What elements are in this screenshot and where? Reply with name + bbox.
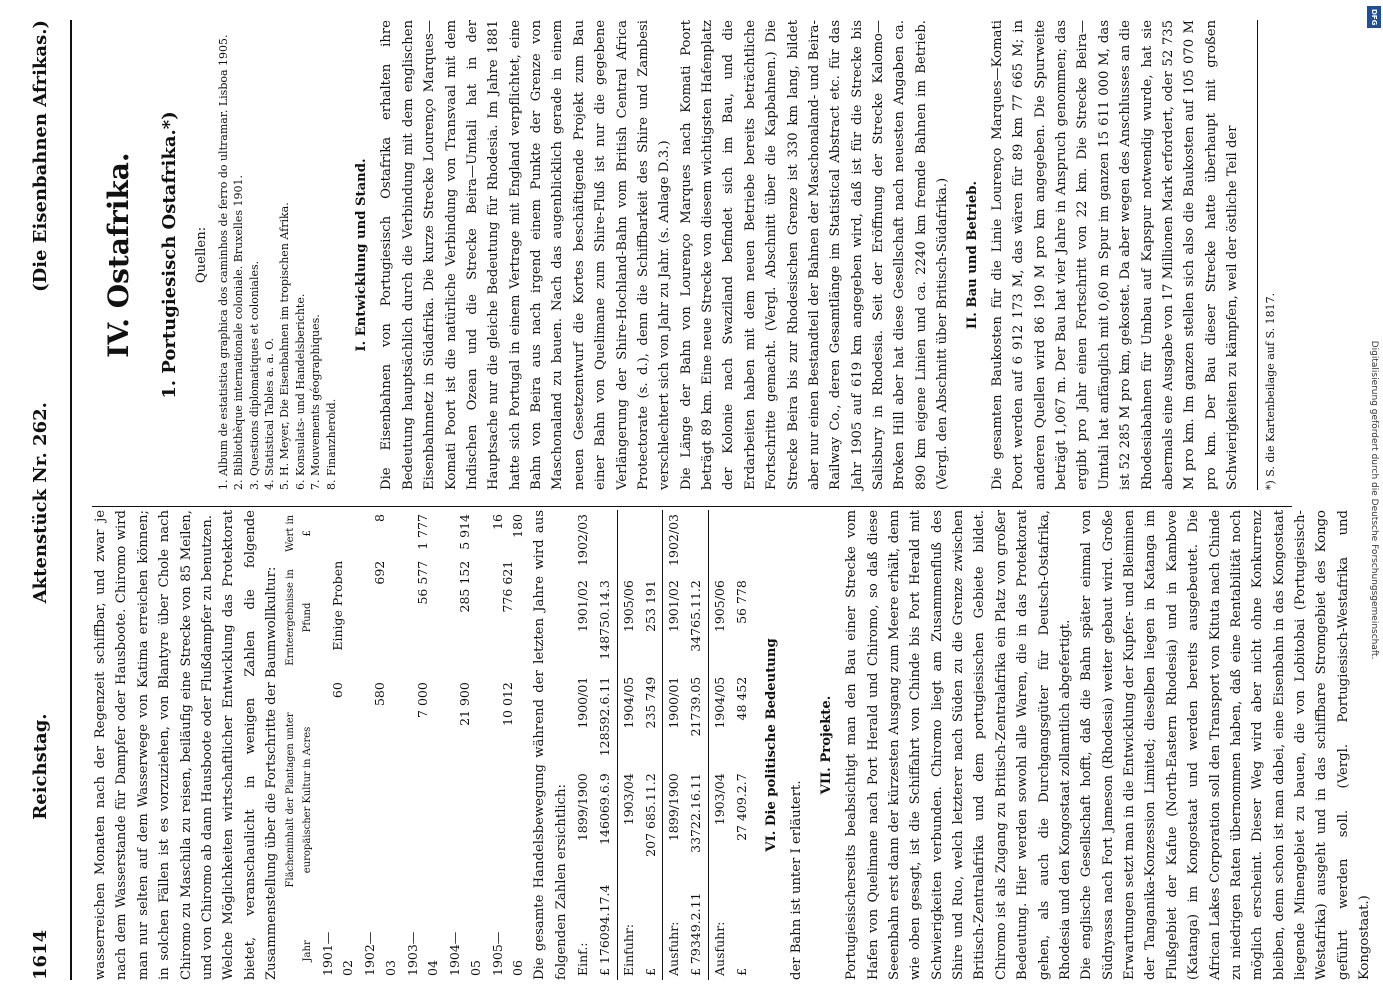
trade-table — [572, 510, 753, 980]
trade-label: Ausfuhr: — [666, 921, 681, 976]
source-item: 2. Bibliothèque internationale coloniale. Bruxelles 1901. — [232, 174, 246, 490]
table-cell: 5 914 — [457, 514, 473, 550]
table-cell: 60 — [329, 682, 345, 699]
table-header: Ernteergebnisse in Pfund — [285, 569, 313, 666]
table-cell: £ 79349.2.11 — [688, 892, 704, 976]
table-cell: 235 749 — [642, 676, 658, 729]
table-cell: 1899/1900 — [666, 773, 681, 842]
table-cell: 1905/06 — [620, 580, 636, 633]
table-cell: 34765.11.2 — [688, 580, 704, 652]
table-cell: 207 685.11.2 — [642, 773, 658, 857]
table-cell: 8 — [372, 514, 388, 522]
table-cell: 56 577 — [414, 560, 430, 605]
table-cell: 1903/04 — [620, 773, 636, 826]
table-cell: 253 191 — [642, 580, 658, 632]
column-divider — [92, 506, 1292, 507]
table-cell: 128592.6.11 — [597, 676, 613, 757]
table-cell: 1903—04 — [404, 931, 440, 976]
subchapter-title: 1. Portugiesisch Ostafrika.*) — [159, 111, 181, 399]
table-cell: 27 409.2.7 — [733, 773, 749, 841]
table-cell: 1 777 — [414, 514, 430, 550]
table-cell: Einige Proben — [329, 560, 345, 651]
table-cell: £ — [642, 968, 658, 976]
table-cell: 146069.6.9 — [597, 773, 613, 845]
table-cell: 1905—06 — [489, 931, 525, 976]
left-column — [90, 510, 1376, 980]
cotton-table — [282, 510, 529, 980]
table-cell: 48 452 — [733, 676, 749, 721]
table-cell: 1902/03 — [666, 514, 681, 566]
table-cell: 148750.14.3 — [597, 580, 613, 660]
table-cell: 21 900 — [457, 682, 473, 726]
logo-text: DFG — [1370, 9, 1378, 26]
source-item: 3. Questions diplomatiques et coloniales. — [247, 260, 261, 490]
section-title: (Die Eisenbahnen Afrikas.) — [30, 20, 51, 292]
table-row — [359, 510, 402, 980]
table-cell: 1902—03 — [362, 931, 398, 976]
table-cell: 580 — [372, 682, 388, 707]
paragraph: Welche Möglichkeiten wirtschaftlicher Entwicklung das Protektorat bietet, veranschaulicht in wenigen Zahlen die folgende Zusammenstellung über die Fortschritte der Baumwollkultur: — [221, 510, 279, 980]
source-item: 5. H. Meyer, Die Eisenbahnen im tropischen Afrika. — [278, 202, 292, 490]
table-cell: 1903/04 — [711, 773, 727, 826]
chapter-title: IV. Ostafrika. — [102, 152, 135, 358]
paragraph: der Bahn ist unter I erläutert. — [789, 780, 805, 980]
table-cell: 1904/05 — [620, 676, 636, 729]
table-header: Wert in £ — [285, 514, 313, 552]
table-cell: £ — [733, 968, 749, 976]
sources-list — [216, 20, 339, 490]
digitization-credit — [1367, 20, 1381, 980]
trade-label: Einfuhr: — [620, 923, 636, 976]
source-item: 7. Mouvements géographiques. — [309, 314, 323, 490]
credit-text: Digitalisierung gefördert durch die Deutsche Forschungsgemeinschaft. — [1369, 340, 1379, 660]
table-cell: £ 176094.17.4 — [597, 884, 613, 976]
table-cell: 1901/02 — [666, 580, 681, 633]
table-cell: 1904—05 — [447, 931, 483, 976]
table-cell: 33722.16.11 — [688, 773, 704, 853]
table-cell: 1900/01 — [575, 676, 590, 729]
table-cell: 1901/02 — [575, 580, 590, 633]
table-cell: 16 180 — [489, 514, 525, 538]
table-row — [317, 510, 360, 980]
table-cell: 1902/03 — [575, 514, 590, 566]
page-number: 1614 — [30, 929, 51, 980]
table-cell: 776 621 — [499, 560, 515, 613]
table-header: Flächeninhalt der Plantagen unter europäischer Kultur in Acres — [285, 712, 313, 888]
source-item: 6. Konsulats- und Handelsberichte. — [293, 293, 307, 490]
table-row — [487, 510, 530, 980]
section-heading: I. Entwicklung und Stand. — [354, 158, 370, 352]
table-cell: 21739.05 — [688, 676, 704, 737]
table-cell: 56 778 — [733, 580, 749, 624]
table-cell: 1901—02 — [319, 931, 355, 976]
page-header — [30, 20, 72, 980]
paragraph: Die englische Gesellschaft hofft, daß die Bahn später einmal von Südnyassa nach Fort Jameson (Rhodesia) weiter gebaut wird. Große Erwartungen setzt man in die Entwicklung der Kupfer- und Bleiminen der Tanganika-Konzession Limited; dieselben liegen in Katanga im Flußgebiet der Kafue (North-Eastern Rhodesia) und in Kambove (Katanga) im Kongostaat und werden bereits ausgebeutet. Die African Lakes Corporation soll den Transport von Kituta nach Chinde zu niedrigen Raten übernommen haben, daß eine Rentabilität noch möglich erscheint. Dieser Weg wird aber nicht ohne Konkurrenz bleiben, denn schon ist man dabei, eine Eisenbahn in das Kongostaat liegende Minengebiet zu bauen, die von Lobitobai (Portugiesisch-Westafrika) ausgeht und in das schiffbare Stromgebiet des Kongo geführt werden soll. (Vergl. Portugiesisch-Westafrika und Kongostaat.) — [1079, 510, 1373, 980]
table-cell: 10 012 — [499, 682, 515, 726]
source-item: 4. Statistical Tables a. a. O. — [263, 338, 277, 490]
table-cell: 1904/05 — [711, 676, 727, 729]
section-heading: II. Bau und Betrieb. — [964, 180, 980, 330]
document-number: Aktenstück Nr. 262. — [30, 402, 51, 604]
table-cell: 285 152 — [457, 560, 473, 613]
paragraph: Portugiesischerseits beabsichtigt man den Bau einer Strecke vom Hafen von Quelimane nach Port Herald und Chiromo, so daß diese Seeenbahn erst dann der kürzesten Ausgang zum Meere erhält, denn wie oben gesagt, ist die Schiffahrt von Chinde bis Port Herald mit Schwierigkeiten verbunden. Chiromo liegt am Zusammenfluß des Shire und Ruo, welch letzterer nach Süden zu die Grenze zwischen Britisch-Zentralafrika und dem portugiesischen Gebiete bildet. Chiromo ist als Zugang zu Britisch-Zentralafrika ein Platz von großer Bedeutung. Hier werden sowohl alle Waren, die in das Protektorat gehen, als auch die Durchgangsgüter für Deutsch-Ostafrika, Rhodesia und den Kongostaat zollamtlich abgefertigt. — [844, 510, 1073, 980]
paragraph: Die Länge der Bahn von Lourenço Marques nach Komati Poort beträgt 89 km. Eine neue Strecke von diesem wichtigsten Hafenplatz der Kolonie nach Swaziland befindet sich im Bau, und die Erdarbeiten haben mit dem neuen Betriebe bereits beträchtliche Fortschritte gemacht. (Vergl. Abschnitt über die Kapbahnen.) Die Strecke Beira bis zur Rhodesischen Grenze ist 330 km lang, bildet aber nur einen Bestandteil der Bahnen der Maschonaland- und Beira-Railway Co., deren Gesamtlänge im Statistical Abstract etc. für das Jahr 1905 auf 619 km angegeben wird, daß ist für die Strecke bis Salisbury in Rhodesia. Seit der Eröffnung der Strecke Kalomo—Broken Hill aber hat diese Gesellschaft nach neuesten Angaben ca. 890 km eigene Linien und ca. 2240 km fremde Bahnen im Betrieb. (Vergl. den Abschnitt über Britisch-Südafrika.) — [678, 20, 951, 490]
table-cell: 692 — [372, 560, 388, 585]
paragraph: Die gesamten Baukosten für die Linie Lourenço Marques—Komati Poort werden auf 6 912 173 M, das wären für 89 km 77 665 M; in anderen Quellen wird 86 190 M pro km angegeben. Die Spurweite beträgt 1,067 m. Der Bau hat vier Jahre in Anspruch genommen; das ergibt pro Jahr einen Fortschritt von 22 km. Die Strecke Beira—Umtali hat anfänglich mit 0,60 m Spur im ganzen 15 611 000 M, das ist 52 285 M pro km, gekostet. Da aber wegen des Anschlusses an die Rhodesiabahnen für Umbau auf Kapspur notwendig wurde, hat sie abermals eine Ausgabe von 17 Millionen Mark erfordert, oder 52 735 M pro km. Im ganzen stellen sich also die Baukosten auf 105 070 M pro km. Der Bau dieser Strecke hatte überhaupt mit großen Schwierigkeiten zu kämpfen, weil der östliche Teil der — [989, 20, 1241, 490]
table-row — [444, 510, 487, 980]
right-column — [90, 20, 1280, 490]
table-cell: 1905/06 — [711, 580, 727, 633]
trade-label: Ausfuhr: — [711, 921, 727, 976]
paragraph: Die gesamte Handelsbewegung während der letzten Jahre wird aus folgenden Zahlen ersichtlich: — [532, 510, 569, 980]
paragraph: Die Eisenbahnen von Portugiesisch Ostafrika erhalten ihre Bedeutung hauptsächlich durch die Verbindung mit dem englischen Eisenbahnnetz in Südafrika. Die kurze Strecke Lourenço Marques—Komati Poort ist die natürliche Verbindung von Transvaal mit dem Indischen Ozean und die Strecke Beira—Umtali hat in der Hauptsache nur die gleiche Bedeutung für Rhodesia. Im Jahre 1881 hatte sich Portugal in einem Vertrage mit England verpflichtet, eine Bahn von Beira aus nach irgend einem Punkte der Grenze von Maschonaland zu bauen. Nach das augenblicklich gerade in einem neuen Gesetzentwurf die Kortes beschäftigende Projekt zum Bau einer Bahn von Quelimane zum Shire-Fluß ist nur die gegebene Verlängerung der Shire-Hochland-Bahn vom British Central Africa Protectorate (s. d.), denn die Schiffbarkeit des Shire und Zambesi verschlechtert sich von Jahr zu Jahr. (s. Anlage D.3.) — [379, 20, 673, 490]
table-cell — [317, 510, 360, 557]
table-cell: 7 000 — [414, 682, 430, 718]
paragraph: wasserreichen Monaten nach der Regenzeit schiffbar, und zwar je nach dem Wasserstande für Dampfer oder Hausboote. Chiromo wird man nur selten auf dem Wasserwege von Katima erreichen können; in solchen Fällen ist es vorzuziehen, von Blantyre über Chole nach Chiromo zu Maschila zu reisen, beiläufig eine Strecke von 85 Meilen, und von Chiromo ab dann Hausboote oder Flußdampfer zu benutzen. — [93, 510, 215, 980]
footnote: *) S. die Kartenbeilage auf S. 1817. — [1257, 20, 1280, 490]
source-item: 8. Finanzherold. — [324, 398, 338, 490]
table-cell: 1900/01 — [666, 676, 681, 729]
sources-heading: Quellen: — [193, 226, 209, 284]
source-item: 1. Album de estatistica graphica dos caminhos de ferro do ultramar. Lisboa 1905. — [216, 34, 230, 490]
publication-name: Reichstag. — [30, 713, 51, 820]
table-row — [402, 510, 445, 980]
section-heading: VI. Die politische Bedeutung — [764, 638, 779, 852]
table-cell: 1899/1900 — [575, 773, 590, 842]
trade-label: Einf.: — [575, 942, 590, 976]
table-header: Jahr — [301, 940, 313, 962]
section-heading: VII. Projekte. — [818, 695, 834, 795]
